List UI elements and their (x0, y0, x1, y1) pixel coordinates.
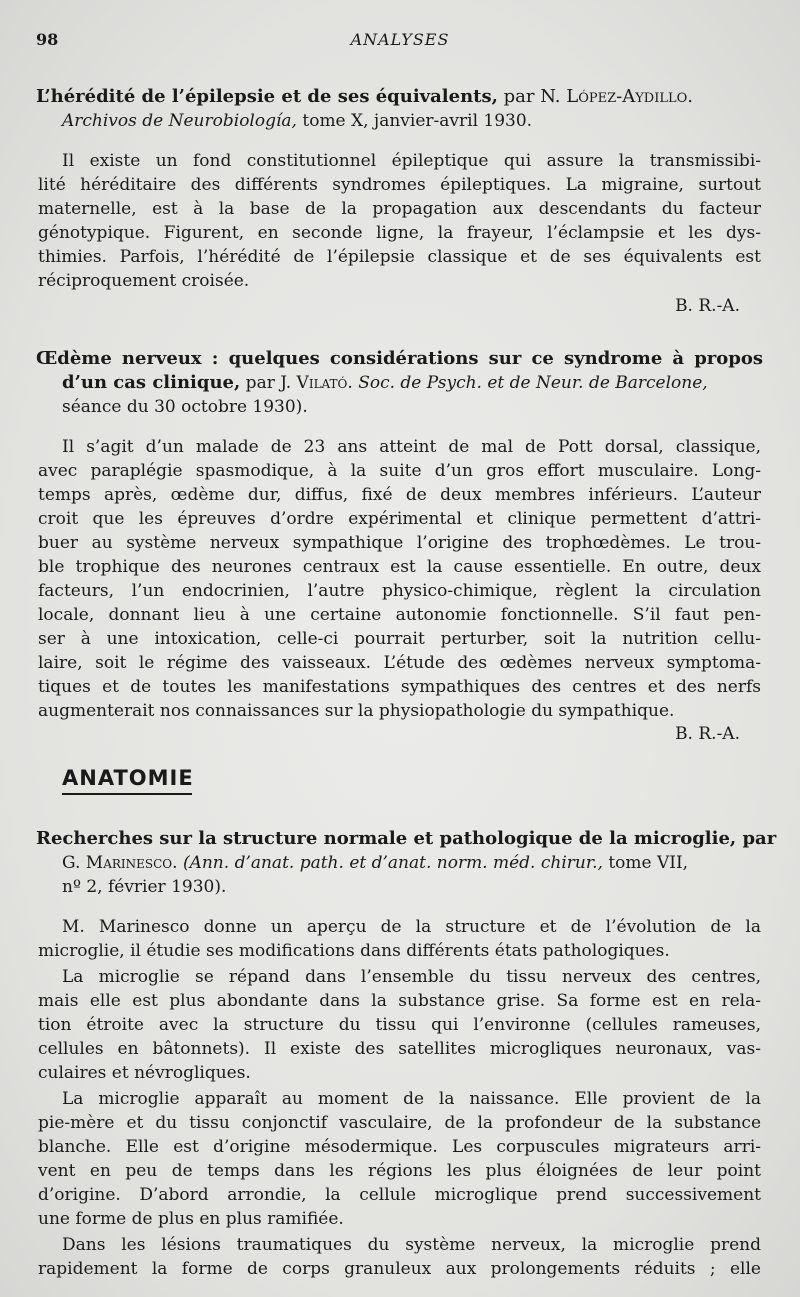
article3-body-line: mais elle est plus abondante dans la substance grise. Sa forme est en rela- (38, 991, 761, 1011)
article3-body-line: La microglie se répand dans l’ensemble du tissu nerveux des centres, (62, 967, 761, 987)
article2-body-line: ser à une intoxication, celle-ci pourrait perturber, soit la nutrition cellu- (38, 629, 761, 649)
article2-session: séance du 30 octobre 1930). (62, 397, 308, 417)
article2-body-line: augmenterait nos connaissances sur la physiopathologie du sympathique. (38, 701, 675, 721)
article1-body-line: thimies. Parfois, l’hérédité de l’épilepsie classique et de ses équivalents est (38, 247, 761, 267)
article3-body-line: tion étroite avec la structure du tissu qui l’environne (cellules rameuses, (38, 1015, 761, 1035)
article3-body-line: d’origine. D’abord arrondie, la cellule microglique prend successivement (38, 1185, 761, 1205)
article3-body-line: M. Marinesco donne un aperçu de la structure et de l’évolution de la (62, 917, 761, 937)
article1-by: par N. (497, 86, 567, 107)
article2-title-line1: Œdème nerveux : quelques considérations sur ce syndrome à propos (36, 348, 763, 369)
article3-body-line: microglie, il étudie ses modifications dans différents états pathologiques. (38, 941, 670, 961)
article2-body-line: buer au système nerveux sympathique l’origine des trophœdèmes. Le trou- (38, 533, 761, 553)
article2-journal: Soc. de Psych. et de Neur. de Barcelone, (352, 373, 708, 393)
article2-body-line: Il s’agit d’un malade de 23 ans atteint de mal de Pott dorsal, classique, (62, 437, 761, 457)
article1-title (36, 86, 759, 108)
article3-body-line: blanche. Elle est d’origine mésodermique. Les corpuscules migrateurs arri- (38, 1137, 761, 1157)
article2-body-line: locale, donnant lieu à une certaine autonomie fonctionnelle. S’il faut pen- (38, 605, 761, 625)
article3-body-line: La microglie apparaît au moment de la naissance. Elle provient de la (62, 1089, 761, 1109)
article2-body-line: temps après, œdème dur, diffus, fixé de deux membres inférieurs. L’auteur (38, 485, 761, 505)
article3-body-line: cellules en bâtonnets). Il existe des satellites microgliques neuronaux, vas- (38, 1039, 761, 1059)
article1-body-line: lité héréditaire des différents syndromes épileptiques. La migraine, surtout (38, 175, 761, 195)
article2-body-line: ble trophique des neurones centraux est la cause essentielle. En outre, deux (38, 557, 761, 577)
article3-body-line: Dans les lésions traumatiques du système nerveux, la microglie prend (62, 1235, 761, 1255)
article3-title-line1: Recherches sur la structure normale et pathologique de la microglie, par (36, 828, 777, 849)
article1-body-line: réciproquement croisée. (38, 271, 250, 291)
article2-body-line: tiques et de toutes les manifestations sympathiques des centres et des nerfs (38, 677, 761, 697)
article3-journal: (Ann. d’anat. path. et d’anat. norm. méd. chirur., (177, 853, 603, 873)
article2-signature: B. R.-A. (675, 724, 740, 744)
article3-body-line: culaires et névrogliques. (38, 1063, 251, 1083)
article2-body-line: facteurs, l’un endocrinien, l’autre physico-chimique, règlent la circulation (38, 581, 761, 601)
article3-author: G. Marinesco. (62, 853, 178, 873)
article2-by: par J. (240, 373, 297, 393)
article2-author: Vilató. (296, 373, 353, 393)
article3-volume: tome VII, (602, 853, 689, 873)
article3-source-line (62, 852, 761, 874)
article2-title-line2 (62, 372, 785, 394)
article1-journal-issue: tome X, janvier-avril 1930. (296, 111, 533, 131)
article3-issue: nº 2, février 1930). (62, 877, 227, 897)
article2-title-end: d’un cas clinique, (62, 372, 241, 393)
article1-title-text: L’hérédité de l’épilepsie et de ses équivalents, (36, 86, 498, 107)
article3-body-line: une forme de plus en plus ramifiée. (38, 1209, 344, 1229)
article2-body-line: avec paraplégie spasmodique, à la suite d’un gros effort musculaire. Long- (38, 461, 761, 481)
page-number: 98 (36, 30, 59, 49)
article3-body-line: pie-mère et du tissu conjonctif vasculaire, de la profondeur de la substance (38, 1113, 761, 1133)
article3-body-line: rapidement la forme de corps granuleux aux prolongements réduits ; elle (38, 1259, 761, 1279)
article3-body-line: vent en peu de temps dans les régions les plus éloignées de leur point (38, 1161, 761, 1181)
article1-body-line: maternelle, est à la base de la propagation aux descendants du facteur (38, 199, 761, 219)
article1-source (62, 110, 785, 132)
article2-body-line: laire, soit le régime des vaisseaux. L’étude des œdèmes nerveux symptoma- (38, 653, 761, 673)
article1-body-line: génotypique. Figurent, en seconde ligne, la frayeur, l’éclampsie et les dys- (38, 223, 761, 243)
article2-body-line: croit que les épreuves d’ordre expérimental et clinique permettent d’attri- (38, 509, 761, 529)
section-rule (62, 793, 192, 795)
article1-signature: B. R.-A. (675, 296, 740, 316)
article1-journal: Archivos de Neurobiología, (62, 111, 297, 131)
article1-body-line: Il existe un fond constitutionnel épileptique qui assure la transmissibi- (62, 151, 761, 171)
running-title: ANALYSES (350, 30, 450, 49)
section-heading: ANATOMIE (62, 766, 194, 790)
article1-author: López-Aydillo. (566, 86, 693, 107)
